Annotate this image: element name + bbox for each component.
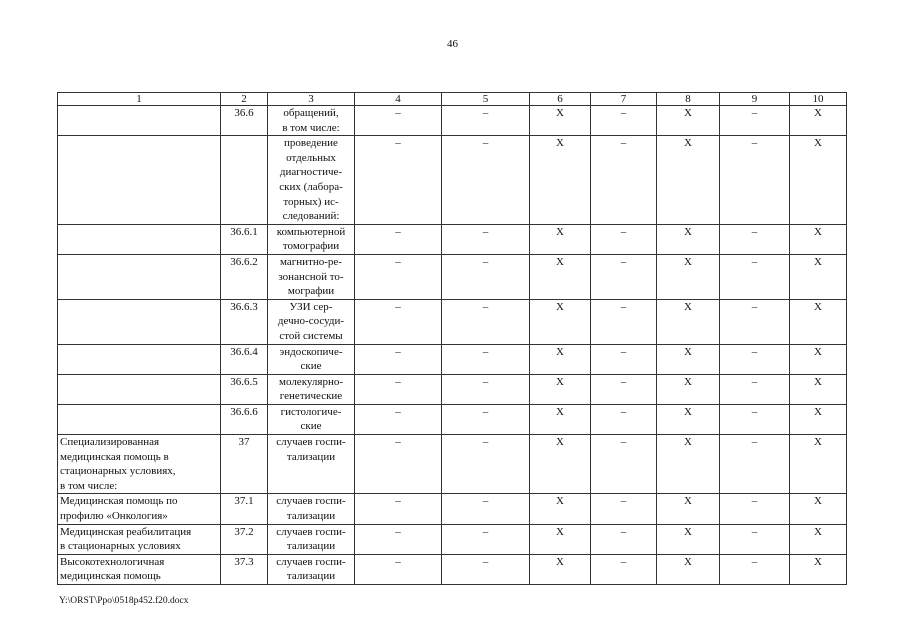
row-value-cell: –: [442, 136, 530, 225]
row-name-cell: [58, 136, 221, 225]
header-cell: 2: [221, 93, 268, 106]
table-row: [58, 374, 847, 404]
row-value-cell: –: [355, 299, 442, 344]
row-value-cell: –: [442, 404, 530, 434]
row-unit-cell: компьютерной томографии: [268, 224, 355, 254]
row-value-cell: –: [442, 524, 530, 554]
row-unit-cell: гистологиче- ские: [268, 404, 355, 434]
row-value-cell: X: [657, 374, 720, 404]
row-value-cell: X: [790, 344, 847, 374]
row-value-cell: X: [530, 494, 591, 524]
row-value-cell: –: [720, 404, 790, 434]
row-name-cell: [58, 224, 221, 254]
table-row: [58, 344, 847, 374]
table-row: [58, 254, 847, 299]
row-value-cell: –: [442, 494, 530, 524]
row-value-cell: –: [355, 554, 442, 584]
row-code-cell: 36.6.5: [221, 374, 268, 404]
row-name-cell: Специализированная медицинская помощь в стационарных условиях, в том числе:: [58, 435, 221, 494]
table-row: [58, 106, 847, 136]
row-value-cell: –: [720, 254, 790, 299]
row-code-cell: 37.1: [221, 494, 268, 524]
header-cell: 9: [720, 93, 790, 106]
row-value-cell: –: [442, 224, 530, 254]
row-value-cell: –: [591, 254, 657, 299]
row-value-cell: –: [591, 554, 657, 584]
row-value-cell: X: [790, 224, 847, 254]
row-name-cell: [58, 344, 221, 374]
row-value-cell: X: [657, 299, 720, 344]
row-value-cell: –: [720, 344, 790, 374]
row-value-cell: –: [591, 404, 657, 434]
row-value-cell: –: [442, 374, 530, 404]
row-value-cell: –: [355, 494, 442, 524]
row-value-cell: –: [355, 524, 442, 554]
row-code-cell: 36.6: [221, 106, 268, 136]
row-value-cell: –: [442, 299, 530, 344]
row-value-cell: X: [657, 404, 720, 434]
row-code-cell: 37: [221, 435, 268, 494]
row-value-cell: X: [657, 224, 720, 254]
row-value-cell: –: [591, 344, 657, 374]
row-unit-cell: проведение отдельных диагностиче- ских (лабора- торных) ис- следований:: [268, 136, 355, 225]
row-value-cell: X: [657, 254, 720, 299]
row-value-cell: –: [355, 254, 442, 299]
row-value-cell: –: [442, 435, 530, 494]
row-code-cell: 36.6.4: [221, 344, 268, 374]
row-name-cell: [58, 374, 221, 404]
row-value-cell: X: [530, 554, 591, 584]
row-value-cell: X: [790, 435, 847, 494]
row-name-cell: [58, 254, 221, 299]
data-table: [57, 92, 847, 585]
row-value-cell: X: [530, 344, 591, 374]
row-name-cell: Медицинская помощь по профилю «Онкология»: [58, 494, 221, 524]
row-value-cell: X: [790, 299, 847, 344]
row-value-cell: –: [720, 435, 790, 494]
row-value-cell: –: [442, 106, 530, 136]
row-value-cell: –: [591, 299, 657, 344]
row-code-cell: 36.6.1: [221, 224, 268, 254]
file-path-footer: Y:\ORST\Ppo\0518p452.f20.docx: [59, 596, 189, 606]
row-value-cell: –: [591, 494, 657, 524]
row-unit-cell: случаев госпи- тализации: [268, 524, 355, 554]
row-value-cell: –: [720, 494, 790, 524]
row-value-cell: X: [657, 344, 720, 374]
row-value-cell: –: [355, 404, 442, 434]
row-value-cell: –: [720, 524, 790, 554]
row-name-cell: [58, 106, 221, 136]
row-value-cell: –: [591, 106, 657, 136]
row-value-cell: X: [530, 435, 591, 494]
row-value-cell: –: [355, 344, 442, 374]
row-value-cell: X: [790, 404, 847, 434]
table-row: [58, 554, 847, 584]
row-value-cell: –: [442, 554, 530, 584]
header-cell: 6: [530, 93, 591, 106]
row-name-cell: [58, 299, 221, 344]
row-unit-cell: случаев госпи- тализации: [268, 494, 355, 524]
row-value-cell: X: [657, 435, 720, 494]
row-name-cell: [58, 404, 221, 434]
table-row: [58, 224, 847, 254]
row-unit-cell: обращений, в том числе:: [268, 106, 355, 136]
row-value-cell: X: [530, 136, 591, 225]
header-cell: 10: [790, 93, 847, 106]
row-unit-cell: случаев госпи- тализации: [268, 435, 355, 494]
table-row: [58, 404, 847, 434]
table-row: [58, 435, 847, 494]
row-value-cell: X: [530, 254, 591, 299]
row-value-cell: X: [790, 554, 847, 584]
header-row: [58, 93, 847, 106]
row-code-cell: 36.6.6: [221, 404, 268, 434]
row-value-cell: X: [790, 106, 847, 136]
header-cell: 5: [442, 93, 530, 106]
row-value-cell: –: [355, 435, 442, 494]
row-value-cell: X: [790, 254, 847, 299]
row-value-cell: –: [591, 224, 657, 254]
row-value-cell: X: [657, 494, 720, 524]
row-value-cell: –: [355, 224, 442, 254]
header-cell: 4: [355, 93, 442, 106]
header-cell: 7: [591, 93, 657, 106]
row-value-cell: X: [657, 524, 720, 554]
row-name-cell: Высокотехнологичная медицинская помощь: [58, 554, 221, 584]
row-value-cell: X: [657, 554, 720, 584]
row-value-cell: –: [720, 106, 790, 136]
page-number: 46: [447, 38, 458, 50]
row-value-cell: –: [591, 136, 657, 225]
row-value-cell: X: [790, 136, 847, 225]
row-unit-cell: эндоскопиче- ские: [268, 344, 355, 374]
row-value-cell: X: [530, 404, 591, 434]
row-unit-cell: молекулярно- генетические: [268, 374, 355, 404]
row-value-cell: X: [530, 224, 591, 254]
row-name-cell: Медицинская реабилитация в стационарных условиях: [58, 524, 221, 554]
table-body: [58, 93, 847, 585]
header-cell: 1: [58, 93, 221, 106]
row-value-cell: X: [790, 524, 847, 554]
row-value-cell: –: [355, 374, 442, 404]
row-code-cell: 36.6.3: [221, 299, 268, 344]
row-value-cell: –: [442, 344, 530, 374]
row-value-cell: –: [720, 299, 790, 344]
header-cell: 3: [268, 93, 355, 106]
header-cell: 8: [657, 93, 720, 106]
row-code-cell: 36.6.2: [221, 254, 268, 299]
row-value-cell: X: [657, 136, 720, 225]
row-value-cell: –: [591, 524, 657, 554]
table-row: [58, 299, 847, 344]
row-value-cell: –: [355, 106, 442, 136]
table-row: [58, 136, 847, 225]
row-value-cell: –: [720, 554, 790, 584]
row-code-cell: [221, 136, 268, 225]
row-value-cell: X: [790, 494, 847, 524]
row-value-cell: X: [530, 374, 591, 404]
row-value-cell: X: [530, 299, 591, 344]
row-value-cell: –: [720, 374, 790, 404]
table-row: [58, 494, 847, 524]
row-value-cell: –: [442, 254, 530, 299]
row-unit-cell: случаев госпи- тализации: [268, 554, 355, 584]
row-value-cell: X: [530, 524, 591, 554]
row-value-cell: –: [720, 136, 790, 225]
row-value-cell: –: [591, 435, 657, 494]
row-value-cell: –: [355, 136, 442, 225]
row-value-cell: X: [657, 106, 720, 136]
row-value-cell: –: [720, 224, 790, 254]
table-row: [58, 524, 847, 554]
row-code-cell: 37.2: [221, 524, 268, 554]
row-value-cell: X: [790, 374, 847, 404]
row-value-cell: X: [530, 106, 591, 136]
row-code-cell: 37.3: [221, 554, 268, 584]
row-value-cell: –: [591, 374, 657, 404]
row-unit-cell: УЗИ сер- дечно-сосуди- стой системы: [268, 299, 355, 344]
row-unit-cell: магнитно-ре- зонансной то- мографии: [268, 254, 355, 299]
